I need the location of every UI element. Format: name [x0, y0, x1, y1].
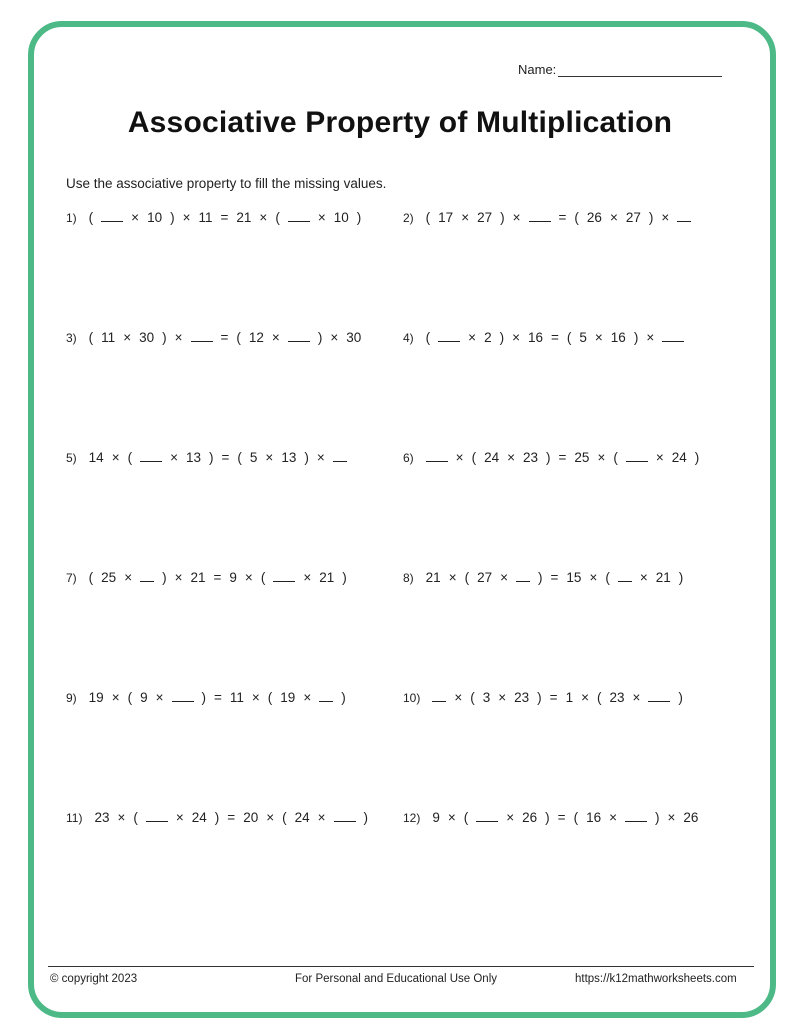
- problem-token: 9: [432, 810, 440, 825]
- problem-token: ×: [500, 570, 509, 585]
- problem-token: 16: [610, 330, 626, 345]
- problem-token: ): [214, 810, 220, 825]
- problem-token: ×: [468, 330, 477, 345]
- problem-token: (: [133, 810, 138, 825]
- problem-token: ): [499, 330, 505, 345]
- problem-7: [66, 569, 351, 585]
- problem-token: 24: [484, 450, 500, 465]
- problem-token: ×: [646, 330, 655, 345]
- problem-token: 23: [522, 450, 539, 465]
- problem-token: ×: [581, 690, 589, 705]
- problem-token: ×: [594, 330, 603, 345]
- problem-token: ×: [512, 210, 521, 225]
- answer-blank[interactable]: [648, 689, 670, 702]
- problem-token: 16: [527, 330, 543, 345]
- problem-token: (: [282, 810, 287, 825]
- problem-token: 23: [94, 810, 110, 825]
- problem-token: =: [549, 690, 558, 705]
- problem-token: (: [425, 330, 431, 345]
- problem-token: ): [170, 210, 175, 225]
- problem-number: 12): [403, 811, 421, 825]
- problem-token: 26: [522, 810, 538, 825]
- answer-blank[interactable]: [618, 569, 632, 582]
- problem-token: (: [425, 210, 431, 225]
- problem-token: 9: [140, 690, 148, 705]
- problem-number: 6): [403, 451, 414, 465]
- problem-token: (: [237, 450, 242, 465]
- problem-token: 20: [243, 810, 259, 825]
- problem-token: ): [694, 450, 700, 465]
- problem-token: 21: [236, 210, 252, 225]
- problem-token: 30: [346, 330, 362, 345]
- answer-blank[interactable]: [101, 209, 123, 222]
- problem-token: ×: [271, 330, 280, 345]
- footer-usage-note: For Personal and Educational Use Only: [295, 973, 497, 985]
- problem-token: =: [213, 570, 222, 585]
- problem-token: ×: [632, 690, 641, 705]
- answer-blank[interactable]: [191, 329, 213, 342]
- problem-token: ): [546, 450, 551, 465]
- problem-token: 3: [482, 690, 491, 705]
- problem-token: ×: [506, 810, 515, 825]
- problem-token: ×: [123, 330, 132, 345]
- problem-token: 24: [294, 810, 310, 825]
- answer-blank[interactable]: [529, 209, 551, 222]
- problem-token: 23: [514, 690, 530, 705]
- problem-token: (: [267, 690, 273, 705]
- problem-token: ): [648, 210, 654, 225]
- problem-token: 14: [88, 450, 104, 465]
- problem-8: [403, 569, 687, 585]
- problem-token: 19: [280, 690, 296, 705]
- problem-token: (: [463, 810, 469, 825]
- name-field: [518, 62, 722, 77]
- problem-token: (: [470, 690, 475, 705]
- answer-blank[interactable]: [516, 569, 530, 582]
- problem-token: ): [342, 570, 347, 585]
- problem-number: 8): [403, 571, 414, 585]
- problem-token: ): [162, 330, 167, 345]
- answer-blank[interactable]: [319, 689, 333, 702]
- answer-blank[interactable]: [625, 809, 647, 822]
- problem-token: ×: [639, 570, 648, 585]
- problem-10: [403, 689, 687, 705]
- problem-token: (: [574, 210, 579, 225]
- problem-11: [66, 809, 372, 825]
- answer-blank[interactable]: [140, 569, 154, 582]
- problem-token: ×: [131, 210, 140, 225]
- problem-token: 25: [101, 570, 117, 585]
- problem-2: [403, 209, 695, 225]
- problem-3: [66, 329, 365, 345]
- problem-token: ): [633, 330, 639, 345]
- problem-token: ×: [461, 210, 470, 225]
- problem-token: ): [678, 570, 684, 585]
- problem-token: ): [537, 690, 542, 705]
- problem-token: 19: [88, 690, 104, 705]
- problem-token: 27: [625, 210, 641, 225]
- problem-number: 2): [403, 211, 414, 225]
- problem-token: ×: [259, 210, 268, 225]
- problem-6: [403, 449, 703, 465]
- problem-token: ×: [609, 210, 618, 225]
- problem-token: ×: [182, 210, 191, 225]
- footer-copyright: © copyright 2023: [50, 973, 138, 985]
- worksheet-title: Associative Property of Multiplication: [127, 106, 673, 139]
- problem-token: (: [88, 330, 94, 345]
- problem-token: ×: [507, 450, 515, 465]
- problem-token: ×: [661, 210, 670, 225]
- problem-9: [66, 689, 350, 705]
- worksheet-border: [28, 21, 776, 1018]
- answer-blank[interactable]: [438, 329, 460, 342]
- problem-token: 27: [477, 210, 493, 225]
- problem-number: 1): [66, 211, 77, 225]
- problem-token: ): [678, 690, 683, 705]
- answer-blank[interactable]: [146, 809, 168, 822]
- problem-token: ×: [609, 810, 617, 825]
- problem-12: [403, 809, 702, 825]
- answer-blank[interactable]: [476, 809, 498, 822]
- problem-token: ×: [303, 570, 312, 585]
- problem-token: 10: [333, 210, 349, 225]
- problem-token: 27: [477, 570, 493, 585]
- problem-token: 5: [579, 330, 587, 345]
- problem-token: (: [88, 570, 94, 585]
- answer-blank[interactable]: [426, 449, 448, 462]
- problem-token: ): [356, 210, 362, 225]
- answer-blank[interactable]: [626, 449, 648, 462]
- problem-token: (: [464, 570, 470, 585]
- problem-1: [66, 209, 365, 225]
- problem-token: (: [566, 330, 572, 345]
- problem-token: 21: [425, 570, 441, 585]
- answer-blank[interactable]: [288, 209, 310, 222]
- answer-blank[interactable]: [172, 689, 194, 702]
- problem-token: ×: [512, 330, 520, 345]
- problem-token: 17: [438, 210, 454, 225]
- answer-blank[interactable]: [662, 329, 684, 342]
- answer-blank[interactable]: [140, 449, 162, 462]
- problem-token: (: [275, 210, 280, 225]
- problem-token: ×: [589, 570, 598, 585]
- problem-token: 10: [147, 210, 163, 225]
- problem-token: =: [550, 570, 559, 585]
- problem-number: 7): [66, 571, 77, 585]
- problem-token: =: [220, 330, 229, 345]
- problem-token: 25: [574, 450, 590, 465]
- problem-token: 9: [229, 570, 237, 585]
- name-label: Name:: [518, 62, 557, 77]
- problem-token: ×: [265, 450, 274, 465]
- problem-token: ×: [316, 450, 325, 465]
- problem-token: ×: [155, 690, 164, 705]
- problem-token: =: [221, 450, 230, 465]
- problem-token: ×: [448, 570, 457, 585]
- problem-token: ×: [655, 450, 664, 465]
- problem-token: ×: [454, 690, 463, 705]
- problem-token: =: [220, 210, 229, 225]
- problem-token: =: [227, 810, 236, 825]
- problem-token: 24: [191, 810, 207, 825]
- problem-token: ×: [124, 570, 133, 585]
- problem-token: (: [127, 690, 133, 705]
- problem-token: ×: [175, 810, 184, 825]
- answer-blank[interactable]: [677, 209, 691, 222]
- problem-token: ×: [111, 450, 120, 465]
- problem-token: ×: [266, 810, 275, 825]
- problem-token: ×: [667, 810, 676, 825]
- problem-token: 13: [281, 450, 297, 465]
- answer-blank[interactable]: [334, 809, 356, 822]
- footer-divider: [48, 966, 754, 967]
- problem-token: ×: [244, 570, 253, 585]
- problem-token: ×: [170, 450, 178, 465]
- problem-token: ): [654, 810, 660, 825]
- problem-token: ): [341, 690, 346, 705]
- problem-token: 11: [198, 210, 213, 225]
- problem-token: 26: [683, 810, 699, 825]
- name-blank-line: [558, 63, 722, 77]
- problem-number: 3): [66, 331, 77, 345]
- problem-token: 2: [484, 330, 492, 345]
- problem-token: 21: [319, 570, 335, 585]
- problem-token: (: [127, 450, 133, 465]
- answer-blank[interactable]: [333, 449, 347, 462]
- problem-token: ): [209, 450, 214, 465]
- problem-token: ×: [498, 690, 507, 705]
- problem-token: 1: [565, 690, 574, 705]
- instructions-text: Use the associative property to fill the missing values.: [66, 176, 387, 191]
- problem-token: ×: [111, 690, 120, 705]
- problem-number: 11): [66, 811, 83, 825]
- problem-number: 4): [403, 331, 414, 345]
- problem-token: =: [551, 330, 559, 345]
- problem-token: 11: [101, 330, 116, 345]
- answer-blank[interactable]: [273, 569, 295, 582]
- problem-token: (: [88, 210, 94, 225]
- problem-token: (: [605, 570, 610, 585]
- problem-token: ): [500, 210, 505, 225]
- problem-token: ×: [597, 450, 606, 465]
- problem-token: 11: [229, 690, 244, 705]
- problem-token: 16: [586, 810, 602, 825]
- problem-token: 13: [185, 450, 202, 465]
- answer-blank[interactable]: [288, 329, 310, 342]
- problem-token: 26: [586, 210, 602, 225]
- problem-token: ): [304, 450, 309, 465]
- problem-token: ×: [330, 330, 339, 345]
- problem-token: ): [363, 810, 369, 825]
- problem-token: ): [162, 570, 167, 585]
- problem-token: ×: [317, 210, 326, 225]
- problem-token: 5: [249, 450, 258, 465]
- problem-token: (: [260, 570, 266, 585]
- problem-token: 15: [566, 570, 582, 585]
- problem-number: 10): [403, 691, 421, 705]
- problem-token: =: [558, 210, 567, 225]
- footer-url: https://k12mathworksheets.com: [575, 973, 737, 985]
- problem-token: (: [613, 450, 618, 465]
- problem-token: 12: [248, 330, 264, 345]
- problem-5: [66, 449, 351, 465]
- problem-token: ×: [303, 690, 312, 705]
- problem-token: ×: [455, 450, 464, 465]
- problem-token: 21: [655, 570, 671, 585]
- problem-token: ×: [317, 810, 326, 825]
- problem-token: ×: [174, 330, 183, 345]
- problem-number: 9): [66, 691, 77, 705]
- problem-token: ×: [251, 690, 260, 705]
- problem-token: =: [214, 690, 222, 705]
- problem-number: 5): [66, 451, 77, 465]
- problem-token: ): [317, 330, 323, 345]
- problem-token: (: [573, 810, 579, 825]
- problem-4: [403, 329, 688, 345]
- problem-token: ): [538, 570, 543, 585]
- problem-token: =: [558, 450, 567, 465]
- problem-token: ): [201, 690, 206, 705]
- problem-token: =: [557, 810, 566, 825]
- problem-token: ×: [174, 570, 183, 585]
- problem-token: (: [471, 450, 477, 465]
- problem-token: 23: [609, 690, 625, 705]
- problem-token: (: [236, 330, 241, 345]
- problem-token: ): [545, 810, 550, 825]
- problem-token: (: [596, 690, 602, 705]
- problem-token: 21: [190, 570, 206, 585]
- problem-token: ×: [117, 810, 126, 825]
- problem-token: ×: [447, 810, 456, 825]
- problem-token: 30: [139, 330, 155, 345]
- answer-blank[interactable]: [432, 689, 446, 702]
- problem-token: 24: [671, 450, 687, 465]
